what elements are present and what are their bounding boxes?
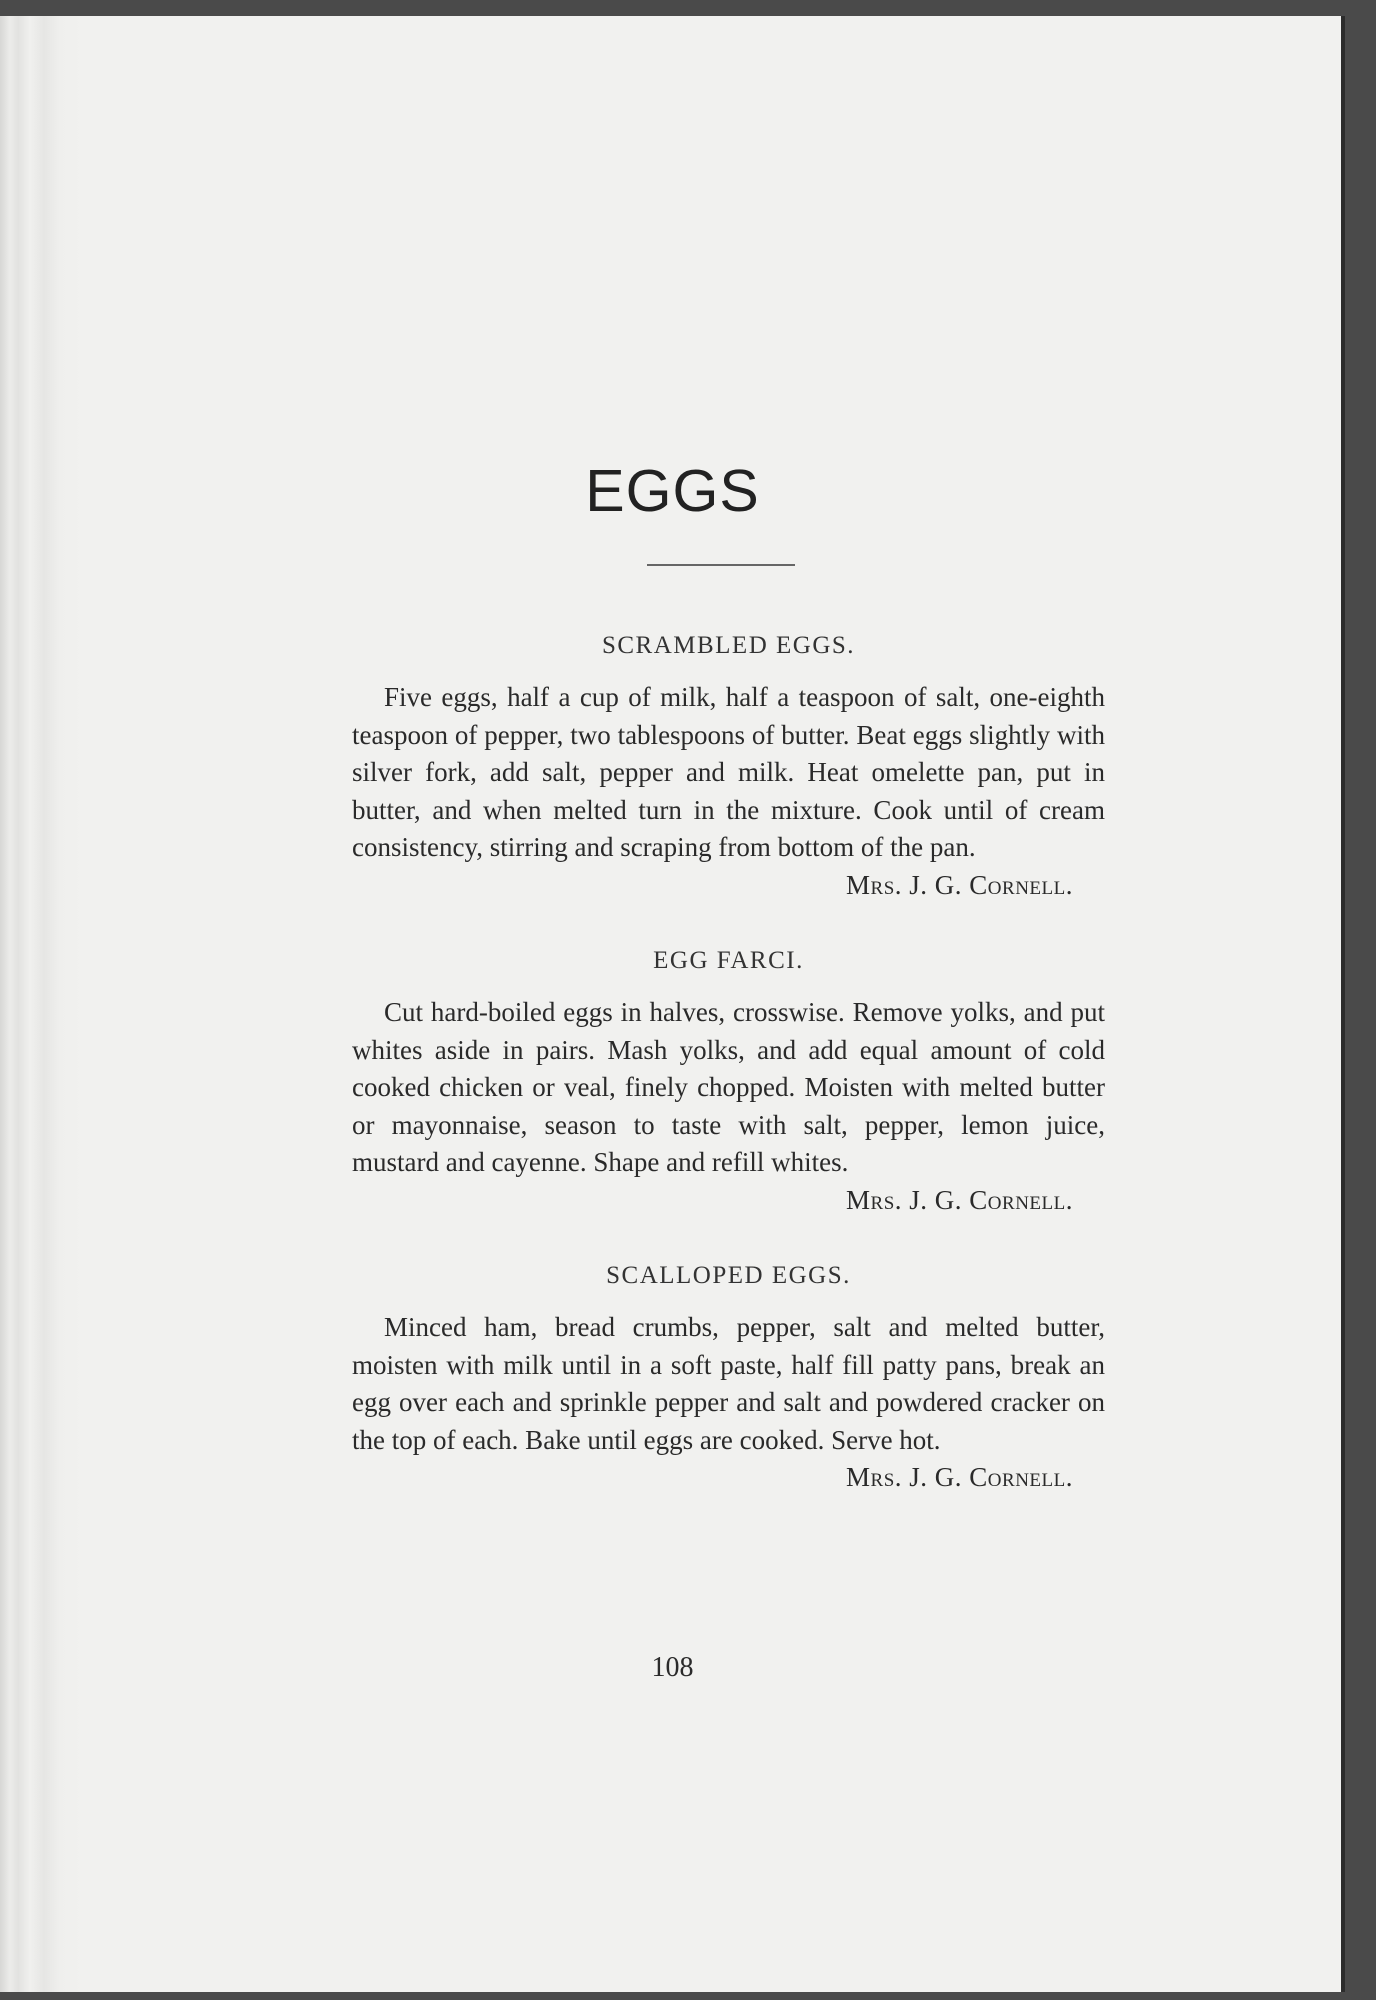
recipe-body [352,679,1105,900]
recipe-list [352,631,1105,1539]
heading-rule [647,564,795,566]
chapter-heading: EGGS [585,458,760,524]
recipe-scalloped-eggs [352,1261,1105,1497]
recipe-title: SCRAMBLED EGGS. [601,632,856,659]
recipe-egg-farci [352,946,1105,1219]
book-page [0,16,1345,1992]
recipe-signature [814,867,1105,905]
signature-text: Mrs. J. G. Cornell. [846,1184,1073,1215]
page-edges [0,16,82,1992]
recipe-scrambled-eggs [352,631,1105,904]
recipe-signature [352,1459,1105,1497]
signature-text: Mrs. J. G. Cornell. [846,869,1073,900]
recipe-body-text: Five eggs, half a cup of milk, half a teaspoon of salt, one-eighth teaspoon of pepper, two tablespoons of butter. Beat eggs slightly with silver fork, add salt, pepper and milk. Heat omelette pan, put in butter, and when melted turn in the mixture. Cook until of cream consistency, stirring and scraping from bottom of the pan. [352,682,1105,862]
recipe-signature [352,1182,1105,1220]
page-number: 108 [651,1652,694,1683]
recipe-title: EGG FARCI. [653,947,804,974]
signature-text: Mrs. J. G. Cornell. [846,1462,1073,1492]
recipe-title: SCALLOPED EGGS. [606,1262,851,1289]
page-right-edge [1341,16,1345,1992]
recipe-body: Minced ham, bread crumbs, pepper, salt and melted butter, moisten with milk until in a soft paste, half fill patty pans, break an egg over each and sprinkle pepper and salt and powdered cracker on the top of each. Bake until eggs are cooked. Serve hot. [352,1312,1105,1455]
recipe-body: Cut hard-boiled eggs in halves, crosswise. Remove yolks, and put whites aside in pairs. Mash yolks, and add equal amount of cold cooked chicken or veal, finely chopped. Moisten with melted butter or mayonnaise, season to taste with salt, pepper, lemon juice, mustard and cayenne. Shape and refill whites. [352,997,1105,1177]
